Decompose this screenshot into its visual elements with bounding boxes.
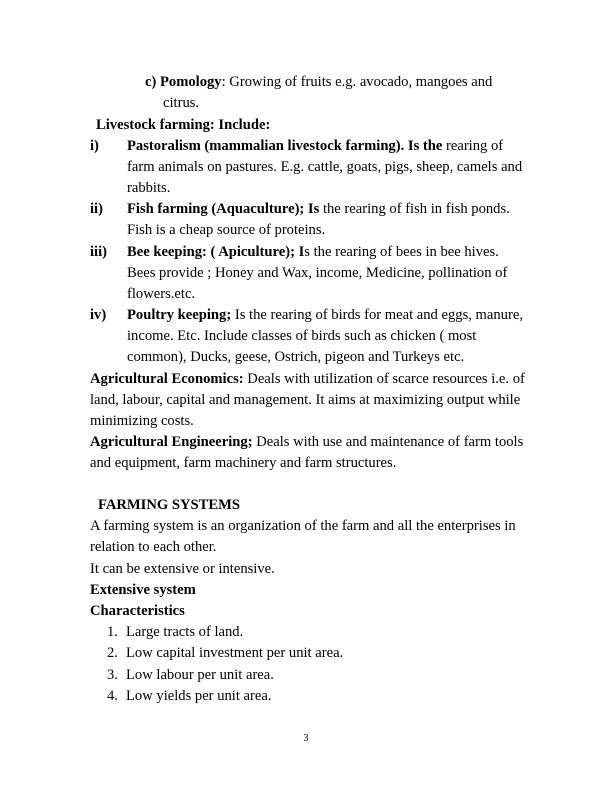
farming-systems-para: relation to each other. xyxy=(90,539,217,555)
list-item-line: common), Ducks, geese, Ostrich, pigeon and Turkeys etc. xyxy=(127,349,465,365)
engineering-line: and equipment, farm machinery and farm structures. xyxy=(90,455,397,471)
engineering-line-1: Agricultural Engineering; Deals with use and maintenance of farm tools xyxy=(90,434,524,450)
characteristic-item: 2. Low capital investment per unit area. xyxy=(107,645,344,661)
characteristic-item: 3. Low labour per unit area. xyxy=(107,667,274,683)
farming-systems-heading: FARMING SYSTEMS xyxy=(98,497,241,513)
farming-systems-para: A farming system is an organization of the farm and all the enterprises in xyxy=(90,518,516,534)
list-item-line: income. Etc. Include classes of birds such as chicken ( most xyxy=(127,328,477,344)
extensive-or-intensive: It can be extensive or intensive. xyxy=(90,561,275,577)
list-item-line: rabbits. xyxy=(127,180,171,196)
list-item-line: Bees provide ; Honey and Wax, income, Medicine, pollination of xyxy=(127,265,508,281)
characteristic-item: 4. Low yields per unit area. xyxy=(107,688,272,704)
list-item-line: flowers.etc. xyxy=(127,286,196,302)
economics-line: land, labour, capital and management. It aims at maximizing output while xyxy=(90,392,521,408)
characteristics-heading: Characteristics xyxy=(90,603,185,619)
pomology-label: c) Pomology xyxy=(145,74,222,90)
characteristic-item: 1. Large tracts of land. xyxy=(107,624,244,640)
list-item-line: Fish is a cheap source of proteins. xyxy=(127,222,326,238)
pomology-line-2: citrus. xyxy=(163,95,200,111)
economics-line: minimizing costs. xyxy=(90,413,194,429)
extensive-heading: Extensive system xyxy=(90,582,196,598)
page-number: 3 xyxy=(303,733,309,744)
document-page: c) Pomology: Growing of fruits e.g. avocado, mangoes and citrus. Livestock farming: Include: i) Pastoralism (mammalian livestock farming). Is the rearing of farm animals on pastures. E.g. cattle, goats, pigs, sheep, camels and rabbits. ii) Fish farming (Aquaculture); Is the rearing of fish in fish ponds. Fish is a cheap source of proteins. iii) Bee keeping: ( Apiculture); Is the rearing of bees in bee hives. Bees provide ; Honey and Wax, income, Medicine, pollination of flowers.etc. iv) Poultry keeping; Is the rearing of birds for meat and eggs, manure, income. Etc. Include classes of birds such as chicken ( most common), Ducks, geese, Ostrich, pigeon and Turkeys etc. Agricultural Economics: Deals with utilization of scarce resources i.e. of land, labour, capital and management. It aims at maximizing output while minimizing costs. Agricultural Engineering; Deals with use and maintenance of farm tools and equipment, farm machinery and farm structures. FARMING SYSTEMS A farming system is an organization of the farm and all the enterprises in relation to each other. It can be extensive or intensive. Extensive system Characteristics 1. Large tracts of land. 2. Low capital investment per unit area. 3. Low labour per unit area. 4. Low yields per unit area. 3 xyxy=(0,0,612,792)
economics-line-1: Agricultural Economics: Deals with utilization of scarce resources i.e. of xyxy=(90,371,525,387)
livestock-heading: Livestock farming: Include: xyxy=(96,117,271,133)
pomology-line-1: c) Pomology: Growing of fruits e.g. avocado, mangoes and xyxy=(145,74,493,90)
list-item-line: farm animals on pastures. E.g. cattle, goats, pigs, sheep, camels and xyxy=(127,159,523,175)
